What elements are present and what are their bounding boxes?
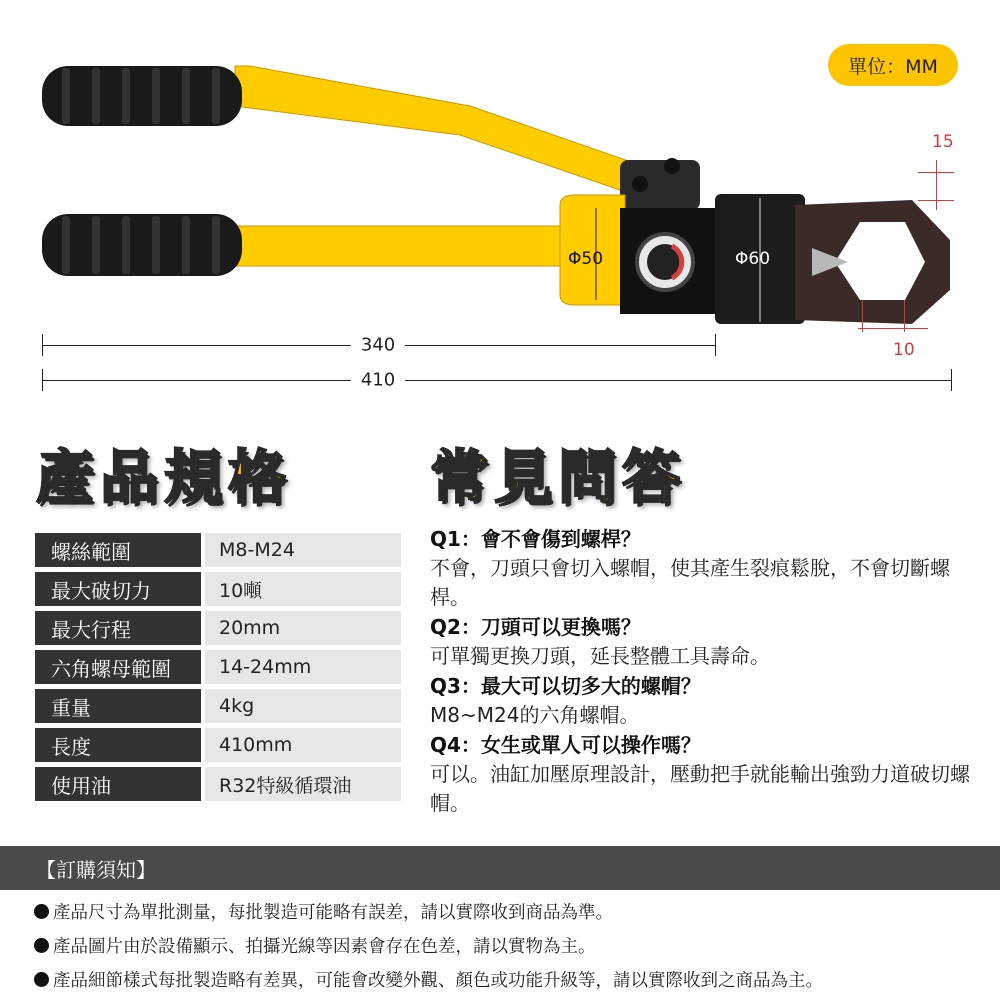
spec-table [35, 533, 401, 806]
dim-410-line [42, 380, 952, 381]
spec-value: 10噸 [205, 572, 401, 606]
spec-label: 最大破切力 [35, 572, 201, 606]
bullet-icon [34, 938, 49, 953]
pivot-bracket [620, 160, 700, 210]
faq-section-title: 常見問答 [430, 443, 687, 511]
bottom-offset-line-h [858, 328, 928, 329]
notice-text: 產品尺寸為單批測量，每批製造可能略有誤差，請以實際收到商品為準。 [53, 903, 613, 923]
dim-410-label: 410 [351, 370, 405, 391]
bottom-offset-label: 10 [893, 340, 915, 360]
spec-section-title: 產品規格 [36, 443, 293, 511]
spec-label: 螺絲範圍 [35, 533, 201, 567]
dim-340-tick-right [715, 334, 716, 356]
spec-value: 4kg [205, 689, 401, 723]
spec-label: 六角螺母範圍 [35, 650, 201, 684]
spec-value: 14-24mm [205, 650, 401, 684]
head-diameter-label: Φ60 [735, 249, 771, 269]
spec-row [35, 728, 401, 762]
bottom-offset-line-v2 [904, 300, 905, 332]
spec-label: 重量 [35, 689, 201, 723]
faq-question: Q1：會不會傷到螺桿？ [430, 527, 641, 551]
spec-row [35, 533, 401, 567]
bullet-icon [34, 972, 49, 987]
spec-value: R32特級循環油 [205, 767, 401, 801]
dim-340-label: 340 [351, 335, 405, 356]
spec-label: 使用油 [35, 767, 201, 801]
notice-item [34, 967, 823, 992]
notice-item [34, 899, 613, 924]
bottom-offset-line-v1 [862, 300, 863, 332]
dim-410-tick-right [951, 369, 952, 391]
faq-answer: 不會，刀頭只會切入螺帽，使其產生裂痕鬆脫，不會切斷螺桿。 [430, 556, 950, 609]
faq-answer: M8~M24的六角螺帽。 [430, 703, 640, 727]
pivot-bolt-2 [632, 176, 648, 192]
notice-text: 產品細節樣式每批製造略有差異，可能會改變外觀、顏色或功能升級等，請以實際收到之商品為主。 [53, 971, 823, 991]
notice-item [34, 933, 596, 958]
spec-row [35, 572, 401, 606]
bullet-icon [34, 904, 49, 919]
spec-value: 20mm [205, 611, 401, 645]
faq-answer: 可以。油缸加壓原理設計，壓動把手就能輸出強勁力道破切螺帽。 [430, 762, 970, 815]
lower-handle-bar [230, 226, 570, 266]
order-notice-header [0, 846, 1000, 890]
spec-row [35, 689, 401, 723]
order-notice-title: 【訂購須知】 [36, 857, 156, 882]
faq-question: Q2：刀頭可以更換嗎？ [430, 615, 641, 639]
notice-text: 產品圖片由於設備顯示、拍攝光線等因素會存在色差，請以實物為主。 [53, 937, 596, 957]
spec-row [35, 650, 401, 684]
spec-value: 410mm [205, 728, 401, 762]
unit-badge: 單位：MM [828, 44, 958, 86]
lower-grip [42, 214, 242, 276]
faq-question: Q4：女生或單人可以操作嗎？ [430, 733, 701, 757]
top-offset-label: 15 [932, 132, 954, 152]
faq-answer: 可單獨更換刀頭，延長整體工具壽命。 [430, 644, 770, 668]
spec-value: M8-M24 [205, 533, 401, 567]
pivot-bolt-1 [664, 158, 680, 174]
faq-question: Q3：最大可以切多大的螺帽？ [430, 674, 701, 698]
spec-row [35, 611, 401, 645]
faq-list [430, 524, 970, 818]
cylinder-diameter-label: Φ50 [568, 249, 604, 269]
spec-label: 長度 [35, 728, 201, 762]
top-offset-line-v [936, 160, 937, 210]
upper-grip [42, 66, 242, 126]
spec-label: 最大行程 [35, 611, 201, 645]
spec-row [35, 767, 401, 801]
